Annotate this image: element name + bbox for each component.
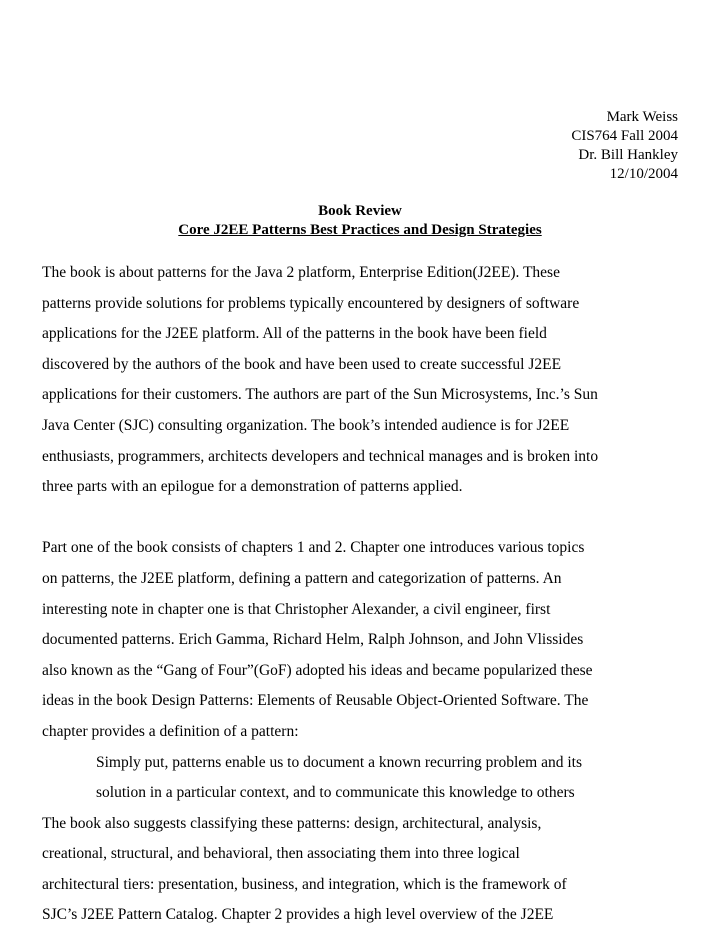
author-header — [571, 108, 678, 184]
quote-line: solution in a particular context, and to communicate this knowledge to others — [96, 784, 575, 802]
text-line: chapter provides a definition of a pattern: — [42, 722, 299, 740]
text-line: architectural tiers: presentation, business, and integration, which is the framework of — [42, 875, 567, 893]
quote-line: Simply put, patterns enable us to document a known recurring problem and its — [96, 753, 582, 771]
text-line: on patterns, the J2EE platform, defining a pattern and categorization of patterns. An — [42, 569, 562, 587]
submission-date: 12/10/2004 — [609, 166, 678, 182]
review-body — [42, 258, 682, 931]
text-line: enthusiasts, programmers, architects developers and technical manages and is broken into — [42, 447, 599, 465]
text-line: The book also suggests classifying these patterns: design, architectural, analysis, — [42, 814, 542, 832]
text-line: also known as the “Gang of Four”(GoF) adopted his ideas and became popularized these — [42, 661, 593, 679]
text-line: discovered by the authors of the book and have been used to create successful J2EE — [42, 355, 562, 373]
text-line: SJC’s J2EE Pattern Catalog. Chapter 2 provides a high level overview of the J2EE — [42, 906, 554, 924]
document-title — [0, 202, 720, 240]
text-line: interesting note in chapter one is that Christopher Alexander, a civil engineer, first — [42, 600, 551, 618]
course-name: CIS764 Fall 2004 — [571, 128, 678, 144]
author-name: Mark Weiss — [606, 109, 678, 125]
book-title: Core J2EE Patterns Best Practices and Design Strategies — [178, 222, 542, 238]
text-line: Part one of the book consists of chapters 1 and 2. Chapter one introduces various topics — [42, 539, 585, 557]
title-heading: Book Review — [318, 203, 402, 219]
paragraph-spacer — [42, 503, 682, 534]
text-line: Java Center (SJC) consulting organization. The book’s intended audience is for J2EE — [42, 416, 570, 434]
text-line: creational, structural, and behavioral, then associating them into three logical — [42, 845, 520, 863]
instructor-name: Dr. Bill Hankley — [578, 147, 678, 163]
text-line: three parts with an epilogue for a demonstration of patterns applied. — [42, 478, 463, 496]
text-line: ideas in the book Design Patterns: Elements of Reusable Object-Oriented Software. The — [42, 692, 589, 710]
text-line: documented patterns. Erich Gamma, Richard Helm, Ralph Johnson, and John Vlissides — [42, 631, 584, 649]
text-line: applications for their customers. The authors are part of the Sun Microsystems, Inc.’s Sun — [42, 386, 598, 404]
text-line: patterns provide solutions for problems typically encountered by designers of software — [42, 294, 580, 312]
text-line: applications for the J2EE platform. All of the patterns in the book have been field — [42, 325, 547, 343]
text-line: The book is about patterns for the Java 2 platform, Enterprise Edition(J2EE). These — [42, 264, 560, 281]
